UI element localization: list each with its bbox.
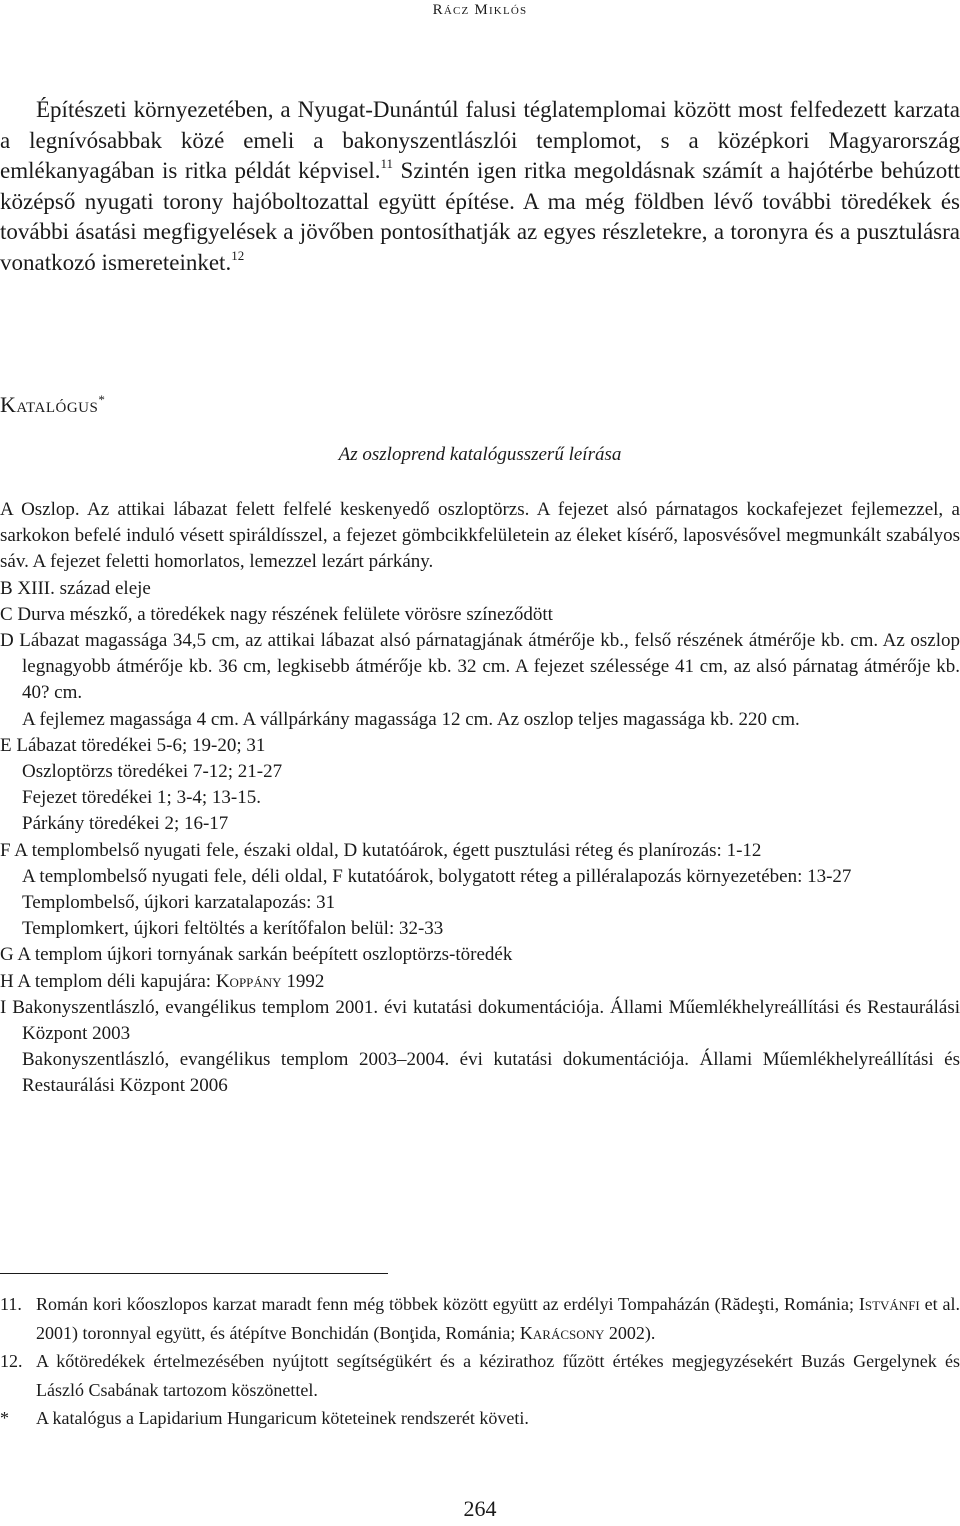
footnote-ref-12[interactable]: 12 — [231, 247, 245, 263]
footnote-11 — [0, 1290, 960, 1347]
footnote-text: A katalógus a Lapidarium Hungaricum köteteinek rendszerét követi. — [36, 1408, 529, 1428]
section-subtitle: Az oszloprend katalógusszerű leírása — [338, 444, 622, 465]
catalog-entry-h-author: Koppány — [215, 970, 282, 992]
catalog-entry-f: F A templombelső nyugati fele, északi oldal, D kutatóárok, égett pusztulási réteg és planírozás: 1-12 — [0, 839, 762, 861]
running-title: Rácz Miklós — [432, 2, 528, 18]
footnote-12 — [0, 1347, 960, 1404]
footnote-star — [0, 1404, 960, 1433]
catalog-entry-b: B XIII. század eleje — [0, 577, 151, 599]
footnote-number: * — [0, 1408, 9, 1428]
footnote-author: Karácsony — [519, 1322, 605, 1343]
footnote-ref-11[interactable]: 11 — [380, 156, 394, 171]
catalog-entry-d: D Lábazat magassága 34,5 cm, az attikai lábazat alsó párnatagjának átmérője kb., felső részének átmérője kb. cm. Az oszlop legnagyobb átmérője kb. 36 cm, legkisebb átmérője kb. 32 cm. A fejezet szélessége 41 cm, az alsó párnatag átmérője kb. 40? cm. — [0, 630, 960, 704]
section-heading — [0, 392, 105, 418]
footnote-text-part: 2002). — [604, 1322, 656, 1343]
footnote-author: Istvánfi — [858, 1294, 920, 1314]
footnote-text-part: et al. 2001) toronnyal együtt, és átépítve Bonchidán (Bonţida, Románia; — [36, 1294, 960, 1343]
star-footnote-ref[interactable]: * — [98, 392, 106, 407]
catalog-entry-e: E Lábazat töredékei 5-6; 19-20; 31 — [0, 734, 266, 756]
catalog-entry-h-text: H A templom déli kapujára: — [0, 970, 216, 992]
catalog-entry-h — [0, 969, 960, 995]
catalog-entries — [0, 497, 960, 1100]
catalog-entry-c: C Durva mészkő, a töredékek nagy részének felülete vörösre színeződött — [0, 603, 553, 625]
catalog-entry-f-4: Templomkert, újkori feltöltés a kerítőfalon belül: 32-33 — [22, 918, 444, 940]
catalog-entry-i-2: Bakonyszentlászló, evangélikus templom 2003–2004. évi kutatási dokumentációja. Állami Műemlékhelyreállítási és Restaurálási Központ 2006 — [22, 1049, 960, 1097]
catalog-entry-e-3: Fejezet töredékei 1; 3-4; 13-15. — [22, 787, 262, 809]
catalog-entry-e-2: Oszloptörzs töredékei 7-12; 21-27 — [22, 761, 283, 783]
catalog-entry-g: G A templom újkori tornyának sarkán beépített oszloptörzs-töredék — [0, 944, 513, 966]
page-number: 264 — [463, 1496, 497, 1521]
catalog-entry-d-continued: A fejlemez magassága 4 cm. A vállpárkány magassága 12 cm. Az oszlop teljes magassága kb. 220 cm. — [22, 708, 800, 730]
footnote-divider — [0, 1273, 388, 1274]
footnote-text-part: Román kori kőoszlopos karzat maradt fenn még többek között együtt az erdélyi Tompaházán (Rădeşti, Románia; — [36, 1294, 859, 1314]
catalog-entry-f-3: Templombelső, újkori karzatalapozás: 31 — [22, 892, 336, 914]
footnote-text: A kőtöredékek értelmezésében nyújtott segítségükért és a kézirathoz fűzött értékes megjegyzésekért Buzás Gergelynek és László Csabának tartozom köszönettel. — [36, 1351, 960, 1400]
catalog-entry-f-2: A templombelső nyugati fele, déli oldal, F kutatóárok, bolygatott réteg a pilléralapozás környezetében: 13-27 — [22, 865, 852, 887]
catalog-entry-i: I Bakonyszentlászló, evangélikus templom 2001. évi kutatási dokumentációja. Állami Műemlékhelyreállítási és Restaurálási Központ 2003 — [0, 996, 960, 1045]
intro-text-1: Építészeti környezetében, a Nyugat-Dunántúl falusi téglatemplomai között most felfedezett karzata a legnívósabbak közé emeli a bakonyszentlászlói templomot, s a középkori Magyarország emlékanyagában is ritka példát képvisel. — [0, 97, 960, 183]
footnote-number: 11. — [0, 1294, 22, 1314]
intro-text-2: Szintén igen ritka megoldásnak számít a hajótérbe behúzott középső nyugati torony hajóboltozattal együtt építése. A ma még földben lévő további töredékek és további ásatási megfigyelések a jövőben pontosíthatják az egyes részletekre, a toronyra és a pusztulásra vonatkozó ismereteinket. — [0, 158, 960, 275]
running-header — [0, 0, 960, 20]
catalog-entry-e-4: Párkány töredékei 2; 16-17 — [22, 813, 229, 835]
footnote-text — [36, 1290, 960, 1347]
catalog-entry-h-year: 1992 — [281, 970, 325, 992]
footnotes — [0, 1290, 960, 1433]
section-title-text: Katalógus — [0, 392, 99, 417]
intro-paragraph — [0, 95, 960, 278]
catalog-entry-a: A Oszlop. Az attikai lábazat felett felfelé keskenyedő oszloptörzs. A fejezet alsó párnatagos kockafejezet fejlemezzel, a sarkokon befelé induló vésett spiráldísszel, a fejezet gömbcikkfelületein az éleket kísérő, laposvésővel megmunkált szabályos sáv. A fejezet feletti homorlatos, lemezzel lezárt párkány. — [0, 499, 960, 573]
footnote-number: 12. — [0, 1351, 23, 1371]
